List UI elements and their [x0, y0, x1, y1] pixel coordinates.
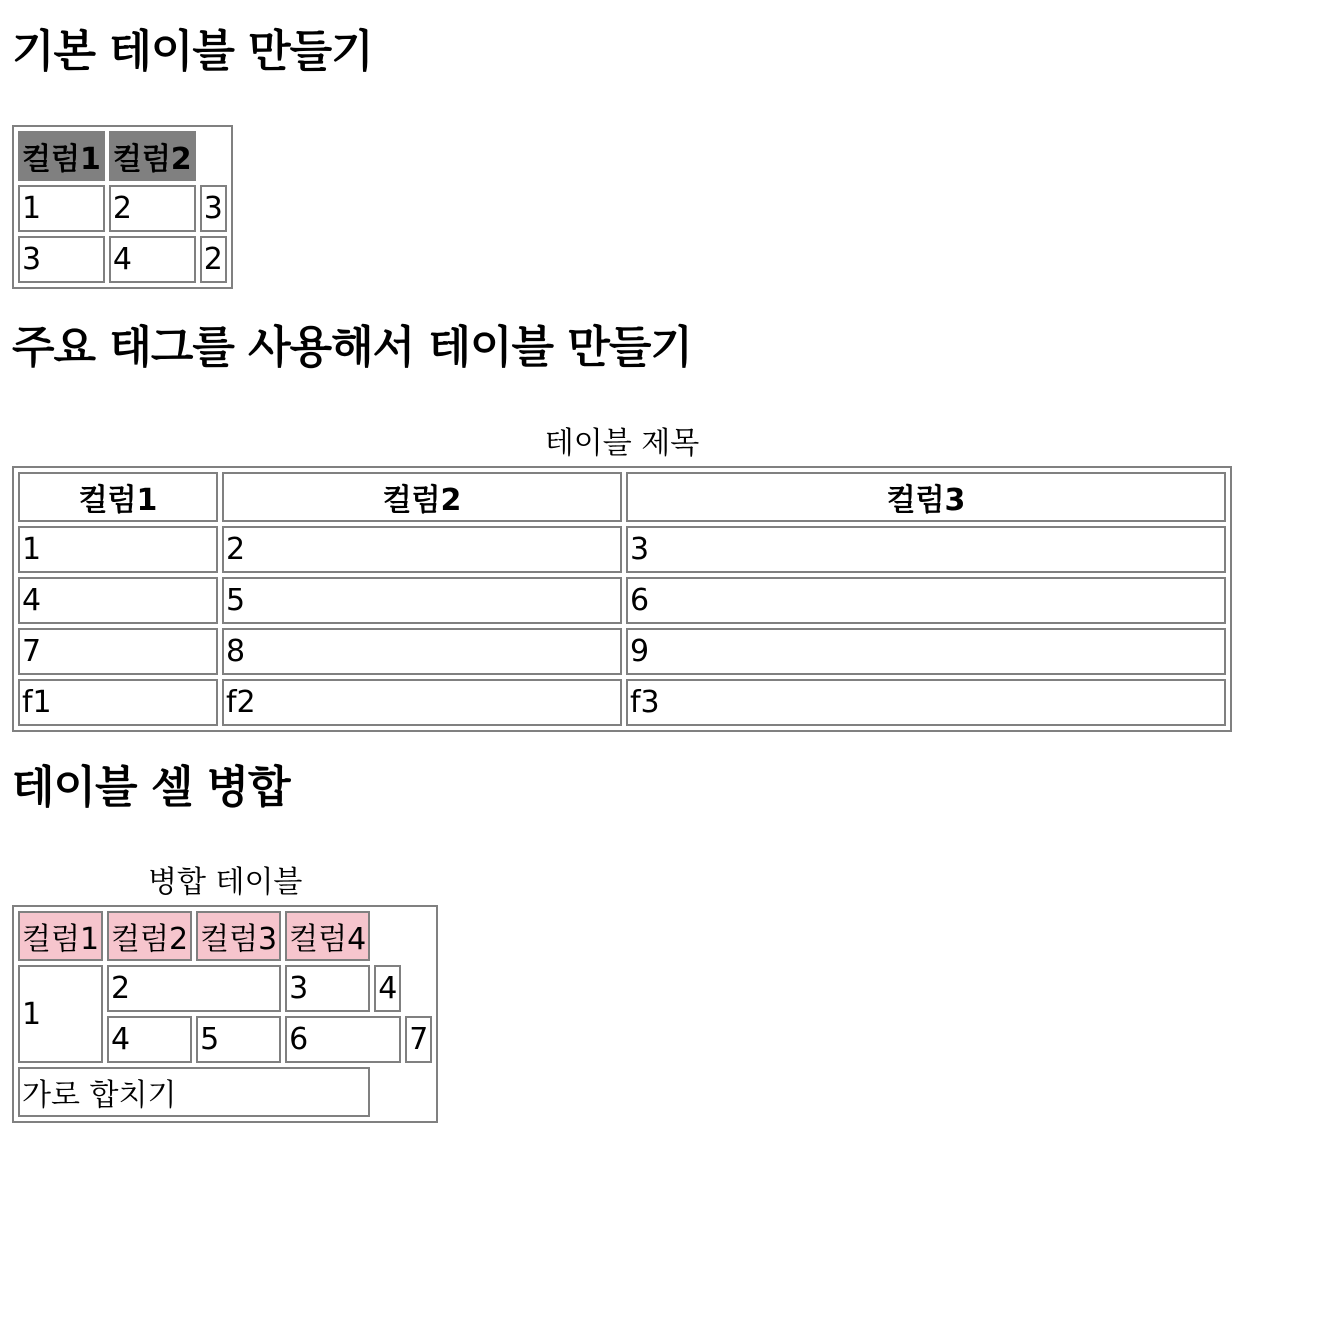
header-cell: 컬럼3	[196, 911, 281, 961]
table-cell-rowspan: 1	[18, 965, 103, 1063]
footer-cell: f2	[222, 679, 622, 726]
table-cell: 7	[405, 1016, 432, 1063]
header-cell: 컬럼1	[18, 911, 103, 961]
table-cell-colspan: 2	[107, 965, 281, 1012]
table-cell: 5	[222, 577, 622, 624]
table-cell: 4	[107, 1016, 192, 1063]
table-cell: 2	[109, 185, 196, 232]
tagged-table	[12, 418, 1232, 732]
table-row	[18, 236, 227, 283]
table-footer-row	[18, 679, 1226, 726]
table-caption: 병합 테이블	[147, 865, 303, 900]
section-title-basic-table: 기본 테이블 만들기	[12, 26, 373, 77]
table-cell: 5	[196, 1016, 281, 1063]
table-cell: 2	[200, 236, 227, 283]
table-cell: 3	[626, 526, 1226, 573]
table-cell: 7	[18, 628, 218, 675]
table-row	[18, 185, 227, 232]
table-row	[18, 526, 1226, 573]
basic-table	[12, 125, 233, 289]
footer-cell: f1	[18, 679, 218, 726]
table-caption: 테이블 제목	[544, 426, 700, 461]
table-cell: 3	[285, 965, 370, 1012]
section-title-tagged-table: 주요 태그를 사용해서 테이블 만들기	[12, 322, 692, 373]
table-header-row	[18, 472, 1226, 522]
table-cell: 2	[222, 526, 622, 573]
table-cell: 6	[626, 577, 1226, 624]
table-cell: 3	[18, 236, 105, 283]
table-cell: 3	[200, 185, 227, 232]
header-cell: 컬럼4	[285, 911, 370, 961]
table-cell: 4	[374, 965, 401, 1012]
header-cell: 컬럼1	[18, 472, 218, 522]
header-cell: 컬럼3	[626, 472, 1226, 522]
table-row	[18, 577, 1226, 624]
table-cell: 1	[18, 185, 105, 232]
table-cell: 4	[109, 236, 196, 283]
table-cell: 4	[18, 577, 218, 624]
table-cell-colspan: 가로 합치기	[18, 1067, 370, 1117]
table-cell: 8	[222, 628, 622, 675]
section-title-merged-table: 테이블 셀 병합	[12, 762, 290, 813]
table-header-row	[18, 131, 227, 181]
table-row	[18, 965, 432, 1012]
header-cell: 컬럼2	[222, 472, 622, 522]
footer-cell: f3	[626, 679, 1226, 726]
table-row	[18, 628, 1226, 675]
table-cell: 1	[18, 526, 218, 573]
merged-table	[12, 857, 438, 1123]
table-row	[18, 1067, 432, 1117]
header-cell: 컬럼1	[18, 131, 105, 181]
table-header-row	[18, 911, 432, 961]
table-cell-colspan: 6	[285, 1016, 401, 1063]
header-cell: 컬럼2	[109, 131, 196, 181]
table-cell: 9	[626, 628, 1226, 675]
header-cell: 컬럼2	[107, 911, 192, 961]
